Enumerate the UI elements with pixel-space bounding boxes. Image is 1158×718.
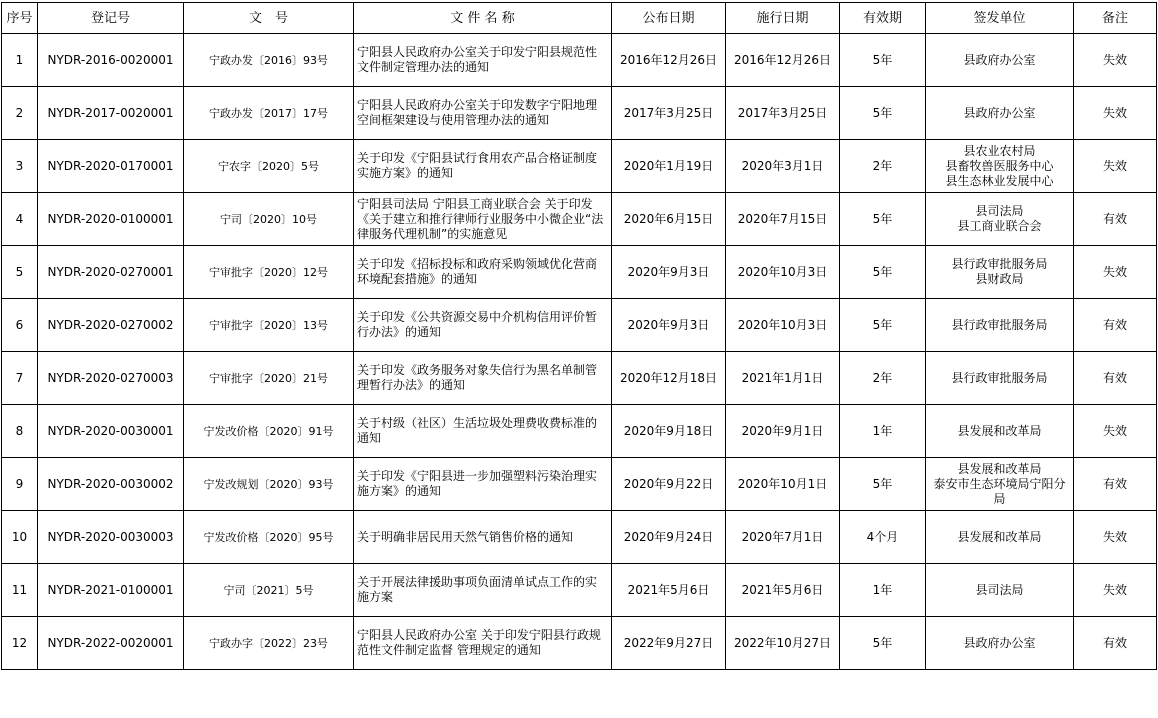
header-remarks: 备注 [1074,3,1157,34]
validity-cell: 5年 [840,34,926,87]
table-row [2,564,1157,617]
header-document-name: 文 件 名 称 [354,3,612,34]
validity-cell: 5年 [840,299,926,352]
remarks-cell: 失效 [1074,511,1157,564]
seq-cell: 2 [2,87,38,140]
document-number-cell: 宁发改规划〔2020〕93号 [184,458,354,511]
effective-date-cell: 2020年10月3日 [726,299,840,352]
table-row [2,458,1157,511]
document-name-cell: 关于印发《公共资源交易中介机构信用评价暂行办法》的通知 [354,299,612,352]
header-seq: 序号 [2,3,38,34]
issuing-unit-cell: 县政府办公室 [926,617,1074,670]
registration-number-cell: NYDR-2020-0030001 [38,405,184,458]
publish-date-cell: 2020年9月22日 [612,458,726,511]
registration-number-cell: NYDR-2020-0030002 [38,458,184,511]
document-name-cell: 关于印发《招标投标和政府采购领域优化营商环境配套措施》的通知 [354,246,612,299]
effective-date-cell: 2020年7月15日 [726,193,840,246]
issuing-unit-cell: 县司法局 [926,564,1074,617]
document-name-cell: 关于开展法律援助事项负面清单试点工作的实施方案 [354,564,612,617]
publish-date-cell: 2020年12月18日 [612,352,726,405]
header-effective-date: 施行日期 [726,3,840,34]
issuing-unit-cell: 县行政审批服务局 [926,299,1074,352]
registration-number-cell: NYDR-2020-0270001 [38,246,184,299]
document-number-cell: 宁司〔2020〕10号 [184,193,354,246]
validity-cell: 4个月 [840,511,926,564]
document-name-cell: 关于印发《宁阳县试行食用农产品合格证制度实施方案》的通知 [354,140,612,193]
table-row [2,511,1157,564]
seq-cell: 12 [2,617,38,670]
registration-number-cell: NYDR-2020-0100001 [38,193,184,246]
table-row [2,246,1157,299]
seq-cell: 1 [2,34,38,87]
registration-number-cell: NYDR-2016-0020001 [38,34,184,87]
validity-cell: 2年 [840,140,926,193]
publish-date-cell: 2020年9月18日 [612,405,726,458]
effective-date-cell: 2020年10月1日 [726,458,840,511]
issuing-unit-cell: 县发展和改革局 [926,511,1074,564]
table-row [2,87,1157,140]
header-issuing-unit: 签发单位 [926,3,1074,34]
table-row [2,140,1157,193]
effective-date-cell: 2020年7月1日 [726,511,840,564]
remarks-cell: 失效 [1074,246,1157,299]
registration-number-cell: NYDR-2022-0020001 [38,617,184,670]
table-row [2,405,1157,458]
publish-date-cell: 2020年1月19日 [612,140,726,193]
publish-date-cell: 2017年3月25日 [612,87,726,140]
seq-cell: 11 [2,564,38,617]
remarks-cell: 有效 [1074,458,1157,511]
effective-date-cell: 2021年1月1日 [726,352,840,405]
validity-cell: 1年 [840,405,926,458]
seq-cell: 3 [2,140,38,193]
document-name-cell: 关于印发《宁阳县进一步加强塑料污染治理实施方案》的通知 [354,458,612,511]
document-number-cell: 宁发改价格〔2020〕91号 [184,405,354,458]
issuing-unit-cell: 县政府办公室 [926,34,1074,87]
document-name-cell: 宁阳县人民政府办公室 关于印发宁阳县行政规范性文件制定监督 管理规定的通知 [354,617,612,670]
header-registration-number: 登记号 [38,3,184,34]
document-name-cell: 关于明确非居民用天然气销售价格的通知 [354,511,612,564]
seq-cell: 8 [2,405,38,458]
remarks-cell: 失效 [1074,564,1157,617]
publish-date-cell: 2020年9月3日 [612,299,726,352]
effective-date-cell: 2017年3月25日 [726,87,840,140]
remarks-cell: 有效 [1074,352,1157,405]
document-number-cell: 宁审批字〔2020〕21号 [184,352,354,405]
publish-date-cell: 2022年9月27日 [612,617,726,670]
document-name-cell: 宁阳县人民政府办公室关于印发数字宁阳地理空间框架建设与使用管理办法的通知 [354,87,612,140]
effective-date-cell: 2016年12月26日 [726,34,840,87]
issuing-unit-cell: 县发展和改革局 [926,405,1074,458]
validity-cell: 5年 [840,617,926,670]
table-row [2,34,1157,87]
document-name-cell: 宁阳县人民政府办公室关于印发宁阳县规范性文件制定管理办法的通知 [354,34,612,87]
seq-cell: 9 [2,458,38,511]
seq-cell: 10 [2,511,38,564]
remarks-cell: 失效 [1074,34,1157,87]
validity-cell: 5年 [840,458,926,511]
issuing-unit-cell: 县政府办公室 [926,87,1074,140]
registration-number-cell: NYDR-2017-0020001 [38,87,184,140]
issuing-unit-cell: 县司法局 县工商业联合会 [926,193,1074,246]
validity-cell: 2年 [840,352,926,405]
document-number-cell: 宁司〔2021〕5号 [184,564,354,617]
seq-cell: 5 [2,246,38,299]
validity-cell: 1年 [840,564,926,617]
header-validity: 有效期 [840,3,926,34]
seq-cell: 6 [2,299,38,352]
remarks-cell: 有效 [1074,193,1157,246]
validity-cell: 5年 [840,87,926,140]
document-registry-table [1,2,1157,670]
issuing-unit-cell: 县发展和改革局 泰安市生态环境局宁阳分局 [926,458,1074,511]
document-number-cell: 宁政办发〔2016〕93号 [184,34,354,87]
remarks-cell: 失效 [1074,405,1157,458]
publish-date-cell: 2020年9月24日 [612,511,726,564]
document-number-cell: 宁政办发〔2017〕17号 [184,87,354,140]
effective-date-cell: 2021年5月6日 [726,564,840,617]
remarks-cell: 失效 [1074,87,1157,140]
publish-date-cell: 2020年9月3日 [612,246,726,299]
issuing-unit-cell: 县农业农村局 县畜牧兽医服务中心 县生态林业发展中心 [926,140,1074,193]
issuing-unit-cell: 县行政审批服务局 [926,352,1074,405]
seq-cell: 7 [2,352,38,405]
registration-number-cell: NYDR-2020-0030003 [38,511,184,564]
seq-cell: 4 [2,193,38,246]
remarks-cell: 有效 [1074,299,1157,352]
document-number-cell: 宁发改价格〔2020〕95号 [184,511,354,564]
document-number-cell: 宁审批字〔2020〕12号 [184,246,354,299]
table-row [2,617,1157,670]
effective-date-cell: 2022年10月27日 [726,617,840,670]
remarks-cell: 有效 [1074,617,1157,670]
remarks-cell: 失效 [1074,140,1157,193]
effective-date-cell: 2020年3月1日 [726,140,840,193]
validity-cell: 5年 [840,246,926,299]
document-name-cell: 宁阳县司法局 宁阳县工商业联合会 关于印发《关于建立和推行律师行业服务中小微企业“法律服务代理机制”的实施意见 [354,193,612,246]
document-number-cell: 宁审批字〔2020〕13号 [184,299,354,352]
effective-date-cell: 2020年9月1日 [726,405,840,458]
header-document-number: 文 号 [184,3,354,34]
registration-number-cell: NYDR-2020-0270003 [38,352,184,405]
table-row [2,193,1157,246]
effective-date-cell: 2020年10月3日 [726,246,840,299]
table-row [2,299,1157,352]
document-number-cell: 宁农字〔2020〕5号 [184,140,354,193]
document-number-cell: 宁政办字〔2022〕23号 [184,617,354,670]
publish-date-cell: 2016年12月26日 [612,34,726,87]
issuing-unit-cell: 县行政审批服务局 县财政局 [926,246,1074,299]
registration-number-cell: NYDR-2021-0100001 [38,564,184,617]
registration-number-cell: NYDR-2020-0170001 [38,140,184,193]
header-row [2,3,1157,34]
registration-number-cell: NYDR-2020-0270002 [38,299,184,352]
publish-date-cell: 2021年5月6日 [612,564,726,617]
validity-cell: 5年 [840,193,926,246]
table-row [2,352,1157,405]
document-name-cell: 关于印发《政务服务对象失信行为黑名单制管理暂行办法》的通知 [354,352,612,405]
publish-date-cell: 2020年6月15日 [612,193,726,246]
header-publish-date: 公布日期 [612,3,726,34]
document-name-cell: 关于村级（社区）生活垃圾处理费收费标准的通知 [354,405,612,458]
